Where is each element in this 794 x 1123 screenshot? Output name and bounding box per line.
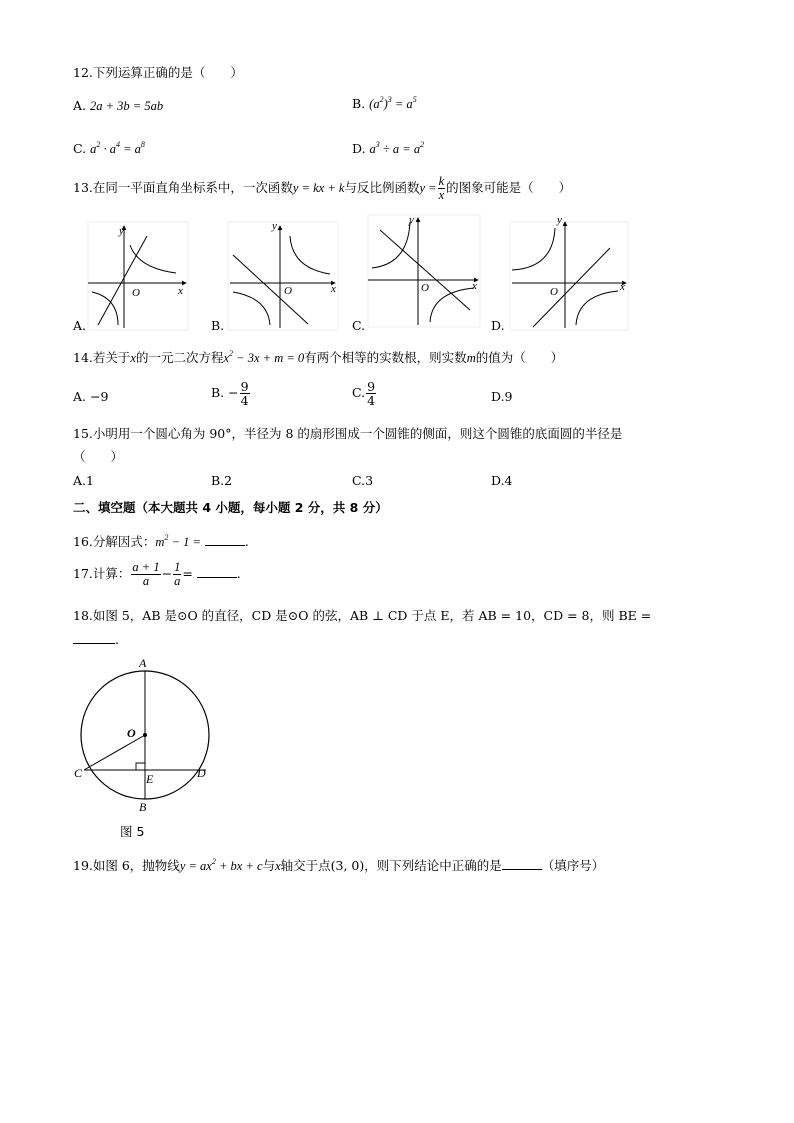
q16-expr-tail: − 1 = bbox=[171, 535, 201, 549]
q17-eq: = bbox=[182, 566, 193, 582]
q16 bbox=[73, 532, 249, 550]
q14-b-den: 4 bbox=[240, 393, 249, 409]
graph-c-origin: O bbox=[421, 282, 429, 294]
graph-b-label: B. bbox=[211, 318, 225, 333]
graph-c-y-label: y bbox=[409, 214, 414, 226]
q18-end: . bbox=[115, 632, 119, 647]
q19-var-x: x bbox=[275, 859, 281, 873]
q14-b-fraction bbox=[240, 380, 250, 407]
q19-eq: y = ax bbox=[179, 859, 212, 873]
q14-var-x: x bbox=[130, 351, 136, 365]
q14-option-b bbox=[211, 380, 251, 407]
point-o: O bbox=[127, 726, 136, 740]
q15-option-d: D.4 bbox=[491, 473, 513, 488]
q12-b-expr: $(a^2)^3 = a^5$ bbox=[369, 95, 417, 112]
q19-answer-blank[interactable] bbox=[502, 869, 542, 870]
q14-stem-mid2: 有两个相等的实数根，则实数 bbox=[304, 350, 467, 365]
q14-equation-tail: − 3x + m = 0 bbox=[236, 351, 305, 365]
q19-equation: $y = ax^2$ + bx + c bbox=[179, 856, 263, 873]
q13-frac-num: k bbox=[438, 174, 445, 188]
q15-option-b: B.2 bbox=[211, 473, 233, 488]
q12-a-label: A. bbox=[73, 98, 87, 113]
point-c: C bbox=[74, 766, 83, 780]
q17-f2-num: 1 bbox=[174, 560, 181, 574]
q12-stem: 12.下列运算正确的是（ ） bbox=[73, 65, 243, 80]
q14-option-c bbox=[352, 380, 377, 407]
graph-c-label: C. bbox=[352, 318, 366, 333]
point-e: E bbox=[146, 772, 154, 786]
q17-fraction-2 bbox=[173, 561, 181, 588]
q19-post: ，则下列结论中正确的是 bbox=[364, 858, 502, 873]
q14-option-d: D.9 bbox=[491, 389, 513, 404]
section-2-title: 二、填空题（本大题共 4 小题，每小题 2 分，共 8 分） bbox=[73, 500, 388, 515]
q14-option-a: A. −9 bbox=[73, 389, 109, 404]
graph-d-y-label: y bbox=[557, 214, 562, 226]
graph-a-origin: O bbox=[132, 287, 140, 299]
q12-a-expr: 2a + 3b = 5ab bbox=[90, 99, 164, 113]
q17-end: . bbox=[236, 566, 241, 582]
q14-c-num: 9 bbox=[367, 379, 376, 394]
q14-c-label: C. bbox=[352, 385, 366, 401]
q14-stem-post: 的值为（ ） bbox=[475, 350, 564, 365]
q19-mid: 与 bbox=[262, 858, 276, 873]
graph-a-x-label: x bbox=[178, 285, 183, 297]
graph-c-x-label: x bbox=[472, 280, 477, 292]
right-angle-mark bbox=[136, 763, 145, 770]
q19-end: （填序号） bbox=[541, 858, 605, 873]
q17-f1-num: a + 1 bbox=[132, 560, 160, 574]
q17-answer-blank[interactable] bbox=[197, 577, 237, 578]
graph-d-label: D. bbox=[491, 318, 505, 333]
graph-b bbox=[228, 222, 338, 330]
graph-b-x-label: x bbox=[331, 283, 336, 295]
q13-recip-lhs: y = bbox=[419, 181, 437, 196]
q14-stem bbox=[73, 348, 563, 366]
q17-label: 17.计算： bbox=[73, 566, 131, 582]
q12-c-label: C. bbox=[73, 141, 87, 157]
q19-stem bbox=[73, 856, 604, 874]
q13-frac-den: x bbox=[438, 188, 445, 203]
graph-b-origin: O bbox=[284, 285, 292, 297]
graph-d-origin: O bbox=[550, 286, 558, 298]
q12-d-label: D. bbox=[352, 141, 366, 157]
q15-option-c: C.3 bbox=[352, 473, 374, 488]
q14-c-den: 4 bbox=[367, 393, 376, 409]
center-dot bbox=[143, 733, 147, 737]
point-d: D bbox=[197, 766, 206, 780]
graph-a bbox=[88, 222, 188, 330]
q19-eq-tail: + bx + c bbox=[218, 859, 263, 873]
q18-line2 bbox=[73, 632, 119, 647]
q16-label: 16.分解因式： bbox=[73, 534, 156, 549]
point-a: A bbox=[139, 656, 147, 670]
point-b: B bbox=[139, 800, 147, 814]
q16-answer-blank[interactable] bbox=[205, 545, 245, 546]
q14-c-fraction bbox=[366, 380, 376, 407]
q13-graphs bbox=[0, 0, 794, 340]
q19-mid2: 轴交于点 bbox=[280, 858, 331, 873]
q17-f2-den: a bbox=[174, 574, 181, 589]
graph-a-y-label: y bbox=[119, 225, 124, 237]
q13-linear: y = kx + k bbox=[292, 181, 345, 196]
graph-d-x-label: x bbox=[620, 281, 625, 293]
graph-d bbox=[510, 222, 628, 330]
q15-line1: 15.小明用一个圆心角为 90°，半径为 8 的扇形围成一个圆锥的侧面，则这个圆锥的底面圆的半径是 bbox=[73, 426, 623, 441]
q14-stem-pre: 14.若关于 bbox=[73, 350, 131, 365]
q17-minus: − bbox=[161, 566, 173, 582]
q14-stem-mid1: 的一元二次方程 bbox=[135, 350, 224, 365]
q18-answer-blank[interactable] bbox=[73, 643, 115, 644]
q13-stem-mid: 与反比例函数 bbox=[344, 180, 420, 196]
q17-fraction-1 bbox=[131, 561, 160, 588]
figure-5-caption: 图 5 bbox=[120, 824, 145, 839]
q14-b-label: B. − bbox=[211, 385, 239, 401]
q12-b-label: B. bbox=[352, 96, 366, 112]
q12-c-expr: $a^2 \cdot a^4 = a^8$ bbox=[90, 140, 145, 157]
q16-end: . bbox=[244, 534, 249, 549]
q13-stem-pre: 13.在同一平面直角坐标系中，一次函数 bbox=[73, 180, 293, 196]
graph-a-label: A. bbox=[73, 318, 87, 333]
q16-expr: $m^2 - 1$ = bbox=[155, 532, 201, 549]
q15-line2: （ ） bbox=[73, 449, 124, 464]
q17 bbox=[73, 561, 241, 588]
q14-b-num: 9 bbox=[240, 379, 249, 394]
graph-b-y-label: y bbox=[272, 220, 277, 232]
q19-pre: 19.如图 6，抛物线 bbox=[73, 858, 180, 873]
q19-point: (3, 0) bbox=[330, 858, 365, 873]
figure-5-circle bbox=[70, 655, 220, 815]
q17-f1-den: a bbox=[142, 574, 150, 589]
graph-c bbox=[368, 215, 480, 327]
q14-var-m: m bbox=[466, 351, 476, 365]
q15-option-a: A.1 bbox=[73, 473, 94, 488]
q13-stem-post: 的图象可能是（ ） bbox=[446, 180, 572, 196]
q12-d-expr: $a^3 \div a = a^2$ bbox=[369, 140, 425, 157]
q18-stem: 18.如图 5，AB 是⊙O 的直径，CD 是⊙O 的弦，AB ⊥ CD 于点 E，若 AB = 10，CD = 8，则 BE = bbox=[73, 608, 652, 623]
q14-equation: $x^2 - 3x + m = 0$ bbox=[223, 348, 305, 365]
